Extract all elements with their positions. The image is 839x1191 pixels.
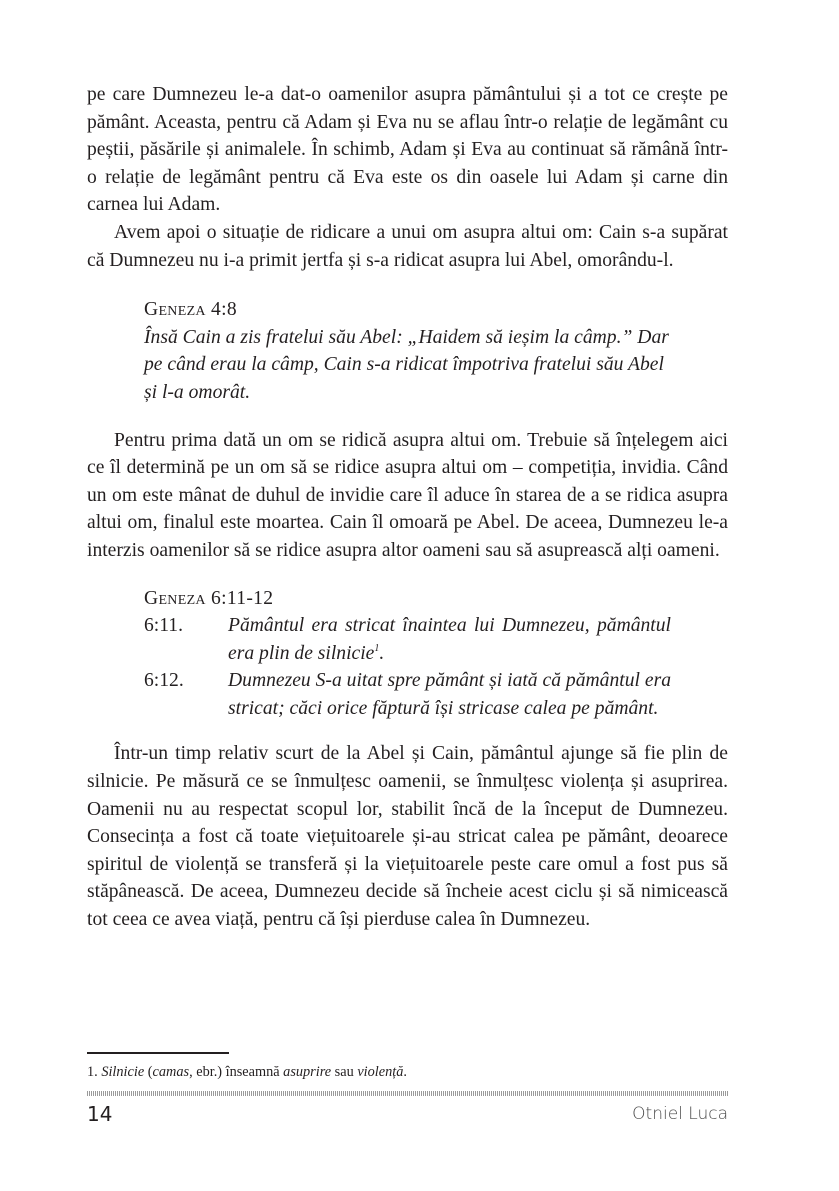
verse xyxy=(144,667,671,722)
verse-number: 6:11. xyxy=(144,615,184,637)
footnote-end: . xyxy=(403,1064,407,1080)
scripture-reference: Geneza 4:8 xyxy=(144,299,237,321)
footnote-separator xyxy=(87,1052,229,1054)
footnote-or: sau xyxy=(331,1064,358,1080)
scripture-reference: Geneza 6:11-12 xyxy=(144,587,274,609)
footer-rule xyxy=(87,1091,728,1096)
verse-text-body: Pământul era stricat înaintea lui Dumnezeu, pământul era plin de silnicie xyxy=(228,615,671,664)
running-footer-author: Otniel Luca xyxy=(632,1104,728,1124)
footnote-lang: , ebr.) înseamnă xyxy=(189,1064,284,1080)
scripture-text: Însă Cain a zis fratelui său Abel: „Haidem să ieșim la câmp.” Dar pe când erau la câmp, Cain s-a ridicat împotriva fratelui său Abel și l-a omorât. xyxy=(144,326,669,403)
page-body xyxy=(87,81,728,934)
footnote-term: Silnicie xyxy=(101,1064,145,1080)
verse-number: 6:12. xyxy=(144,670,184,692)
footnote-meaning: violență xyxy=(357,1064,404,1080)
verse-text xyxy=(228,612,671,667)
paragraph: Avem apoi o situație de ridicare a unui om asupra altui om: Cain s-a supărat că Dumnezeu nu i-a primit jertfa și s-a ridicat asupra lui Abel, omorându-l. xyxy=(87,221,728,271)
page-number: 14 xyxy=(87,1102,113,1126)
verse-text-end: . xyxy=(379,642,385,664)
footnote-paren: ( xyxy=(144,1064,153,1080)
footnote-meaning: asuprire xyxy=(283,1064,332,1080)
paragraph: Pentru prima dată un om se ridică asupra altui om. Trebuie să înțelegem aici ce îl determină pe un om să se ridice asupra altui om – competiția, invidia. Când un om este mânat de duhul de invidie care îl aduce în starea de a se ridica asupra altui om, finalul este moartea. Cain îl omoară pe Abel. De aceea, Dumnezeu le-a interzis oamenilor să se ridice asupra altor oameni sau să asuprească alți oameni. xyxy=(87,429,728,561)
footnote-hebrew: camas xyxy=(152,1064,190,1080)
verse-text: Dumnezeu S-a uitat spre pământ și iată că pământul era stricat; căci orice făptură își stricase calea pe pământ. xyxy=(228,670,671,719)
verse xyxy=(144,612,671,667)
paragraph: pe care Dumnezeu le-a dat-o oamenilor asupra pământului și a tot ce crește pe pământ. Aceasta, pentru că Adam și Eva nu se aflau într-o relație de legământ cu peștii, păsările și animalele. În schimb, Adam și Eva au continuat să rămână într-o relație de legământ pentru că Eva este os din oasele lui Adam și carne din carnea lui Adam. xyxy=(87,84,728,216)
scripture-quote xyxy=(144,296,671,406)
footnote xyxy=(87,1063,407,1081)
paragraph: Într-un timp relativ scurt de la Abel și Cain, pământul ajunge să fie plin de silnicie. Pe măsură ce se înmulțesc oamenii, se înmulțesc violența și asuprirea. Oamenii nu au respectat scopul lor, stabilit încă de la început de Dumnezeu. Consecința a fost că toate viețuitoarele și-au stricat calea pe pământ, deoarece spiritul de violență se transferă și la viețuitoarele peste care omul a fost pus să stăpânească. De aceea, Dumnezeu decide să încheie acest ciclu și să nimicească tot ceea ce avea viață, pentru că își pierduse calea în Dumnezeu. xyxy=(87,743,728,931)
footnote-marker[interactable]: 1 xyxy=(374,642,380,654)
footnote-number: 1. xyxy=(87,1064,98,1080)
scripture-quote xyxy=(144,585,671,723)
